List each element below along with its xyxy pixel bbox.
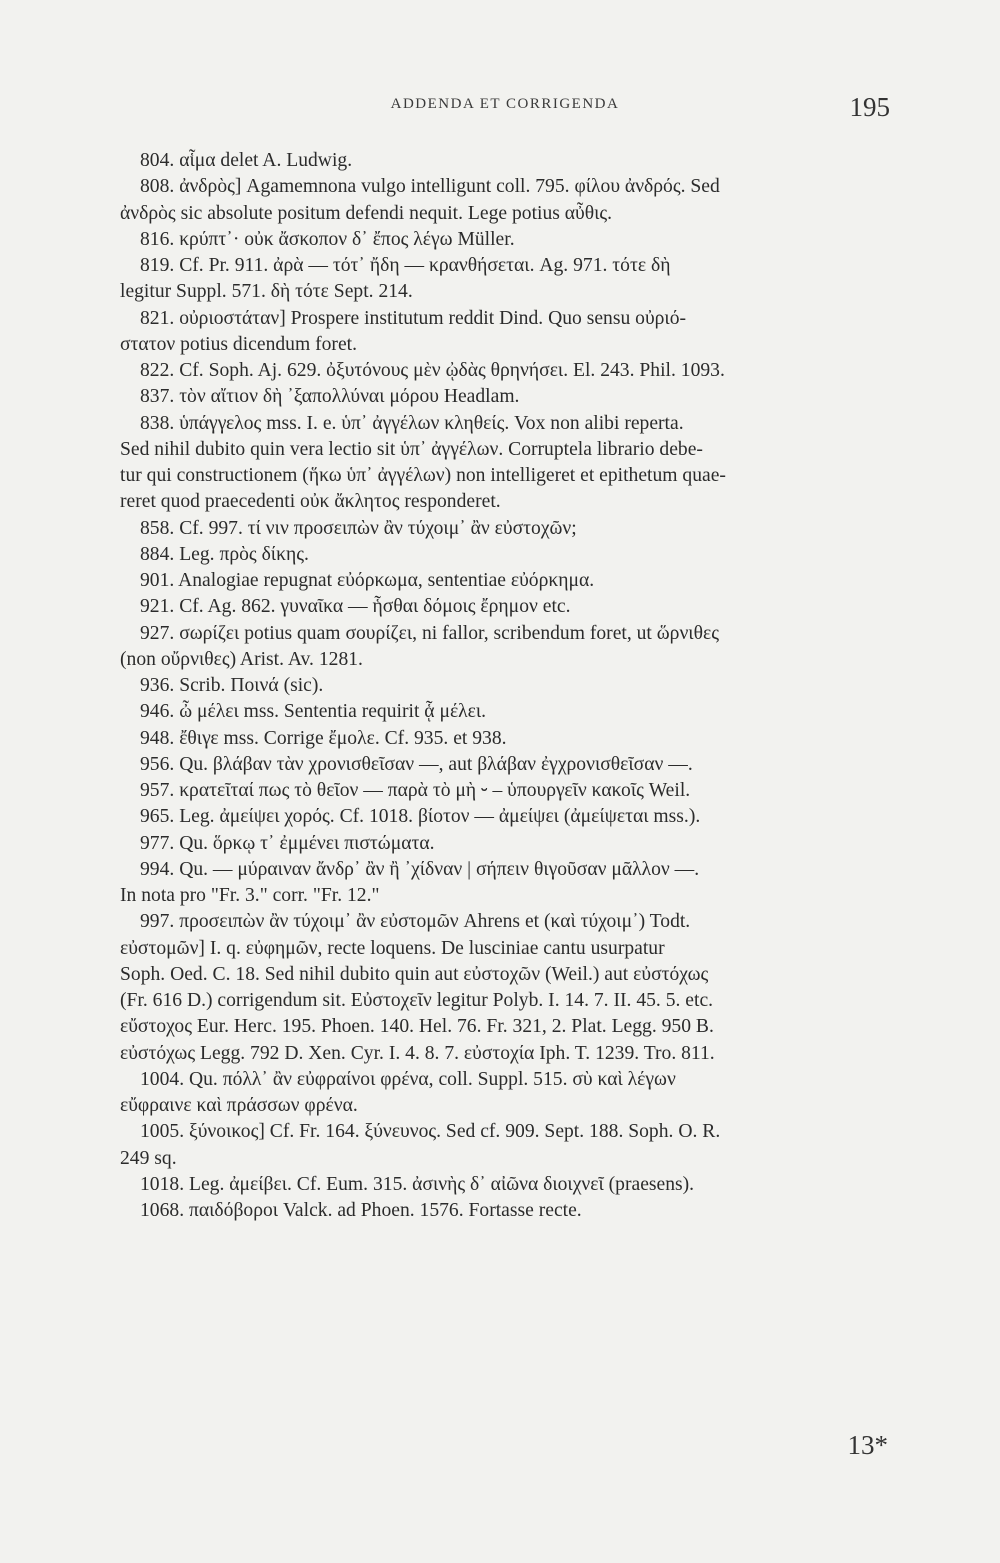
text-line: Sed nihil dubito quin vera lectio sit ὑπ᾽ ἀγγέλων. Corruptela librario debe- <box>120 438 703 460</box>
text-line: 956. Qu. βλάβαν τὰν χρονισθεῖσαν —, aut βλάβαν ἐγχρονισθεῖσαν —. <box>140 753 693 775</box>
text-line: 997. προσειπὼν ἂν τύχοιμ᾽ ἂν εὐστομῶν Ahrens et (καὶ τύχοιμ᾽) Todt. <box>140 911 691 933</box>
signature-mark: 13* <box>847 1430 888 1460</box>
text-line: 858. Cf. 997. τί νιν προσειπὼν ἂν τύχοιμ᾽ ἂν εὐστοχῶν; <box>140 517 577 539</box>
text-line: 1005. ξύνοικος] Cf. Fr. 164. ξύνευνος. Sed cf. 909. Sept. 188. Soph. O. R. <box>140 1121 721 1143</box>
text-line: εὐστομῶν] I. q. εὐφημῶν, recte loquens. De lusciniae cantu usurpatur <box>120 937 665 959</box>
text-line: 948. ἔθιγε mss. Corrige ἔμολε. Cf. 935. et 938. <box>140 727 507 749</box>
text-line: 816. κρύπτ᾽· οὐκ ἄσκοπον δ᾽ ἔπος λέγω Müller. <box>140 228 515 250</box>
text-line: 822. Cf. Soph. Aj. 629. ὀξυτόνους μὲν ᾠδὰς θρηνήσει. El. 243. Phil. 1093. <box>140 360 725 381</box>
text-line: στατον potius dicendum foret. <box>120 333 357 355</box>
text-line: 977. Qu. ὅρκῳ τ᾽ ἐμμένει πιστώματα. <box>140 832 435 854</box>
text-line: In nota pro "Fr. 3." corr. "Fr. 12." <box>120 885 380 906</box>
text-line: εὔφραινε καὶ πράσσων φρένα. <box>120 1095 358 1116</box>
text-line: 957. κρατεῖταί πως τὸ θεῖον — παρὰ τὸ μὴ ⏑ – ὑπουργεῖν κακοῖς Weil. <box>140 780 691 801</box>
text-line: 994. Qu. — μύραιναν ἄνδρ᾽ ἂν ἢ ᾽χίδναν | σήπειν θιγοῦσαν μᾶλλον —. <box>140 858 700 880</box>
text-line: (Fr. 616 D.) corrigendum sit. Εὐστοχεῖν legitur Polyb. I. 14. 7. II. 45. 5. etc. <box>120 990 714 1011</box>
text-line: 921. Cf. Ag. 862. γυναῖκα — ἧσθαι δόμοις ἔρημον etc. <box>140 596 571 618</box>
text-line: 804. αἷμα delet A. Ludwig. <box>140 150 353 171</box>
text-line: tur qui constructionem (ἥκω ὑπ᾽ ἀγγέλων) non intelligeret et epithetum quae- <box>120 465 726 486</box>
text-line: (non οὔρνιθες) Arist. Av. 1281. <box>120 648 363 670</box>
page-number: 195 <box>849 92 890 122</box>
text-line: εὐστόχως Legg. 792 D. Xen. Cyr. I. 4. 8. 7. εὐστοχία Iph. T. 1239. Tro. 811. <box>120 1042 715 1064</box>
text-line: Soph. Oed. C. 18. Sed nihil dubito quin aut εὐστοχῶν (Weil.) aut εὐστόχως <box>120 963 709 985</box>
text-line: 249 sq. <box>120 1147 177 1169</box>
text-line: 946. ὦ μέλει mss. Sententia requirit ᾇ μέλει. <box>140 701 487 723</box>
text-line: 808. ἀνδρὸς] Agamemnona vulgo intelligunt coll. 795. φίλου ἀνδρός. Sed <box>140 176 720 198</box>
text-line: 821. οὐριοστάταν] Prospere institutum reddit Dind. Quo sensu οὐριό- <box>140 307 687 329</box>
text-line: legitur Suppl. 571. δὴ τότε Sept. 214. <box>120 281 413 303</box>
text-line: ἀνδρὸς sic absolute positum defendi nequit. Lege potius αὖθις. <box>120 202 613 224</box>
page-body <box>120 148 890 1224</box>
text-line: 819. Cf. Pr. 911. ἀρὰ — τότ᾽ ἤδη — κρανθήσεται. Ag. 971. τότε δὴ <box>140 255 671 276</box>
running-head <box>120 92 890 122</box>
text-line: 927. σωρίζει potius quam σουρίζει, ni fallor, scribendum foret, ut ὥρνιθες <box>140 622 719 644</box>
text-line: 838. ὑπάγγελος mss. I. e. ὑπ᾽ ἀγγέλων κληθείς. Vox non alibi reperta. <box>140 412 684 434</box>
text-line: εὔστοχος Eur. Herc. 195. Phoen. 140. Hel. 76. Fr. 321, 2. Plat. Legg. 950 B. <box>120 1016 714 1038</box>
running-title: ADDENDA ET CORRIGENDA <box>390 96 620 112</box>
text-line: 965. Leg. ἀμείψει χορός. Cf. 1018. βίοτον — ἀμείψει (ἀμείψεται mss.). <box>140 806 701 828</box>
text-line: 936. Scrib. Ποινά (sic). <box>140 675 324 696</box>
text-line: 1004. Qu. πόλλ᾽ ἂν εὐφραίνοι φρένα, coll. Suppl. 515. σὺ καὶ λέγων <box>140 1068 676 1090</box>
text-line: 884. Leg. πρὸς δίκης. <box>140 543 309 565</box>
text-line: 1068. παιδόβοροι Valck. ad Phoen. 1576. Fortasse recte. <box>140 1200 582 1221</box>
text-line: 1018. Leg. ἀμείβει. Cf. Eum. 315. ἀσινὴς δ᾽ αἰῶνα διοιχνεῖ (praesens). <box>140 1173 695 1195</box>
text-line: reret quod praecedenti οὐκ ἄκλητος responderet. <box>120 491 501 513</box>
text-line: 837. τὸν αἴτιον δὴ ᾽ξαπολλύναι μόρου Headlam. <box>140 386 520 408</box>
text-line: 901. Analogiae repugnat εὐόρκωμα, sententiae εὐόρκημα. <box>140 570 595 591</box>
